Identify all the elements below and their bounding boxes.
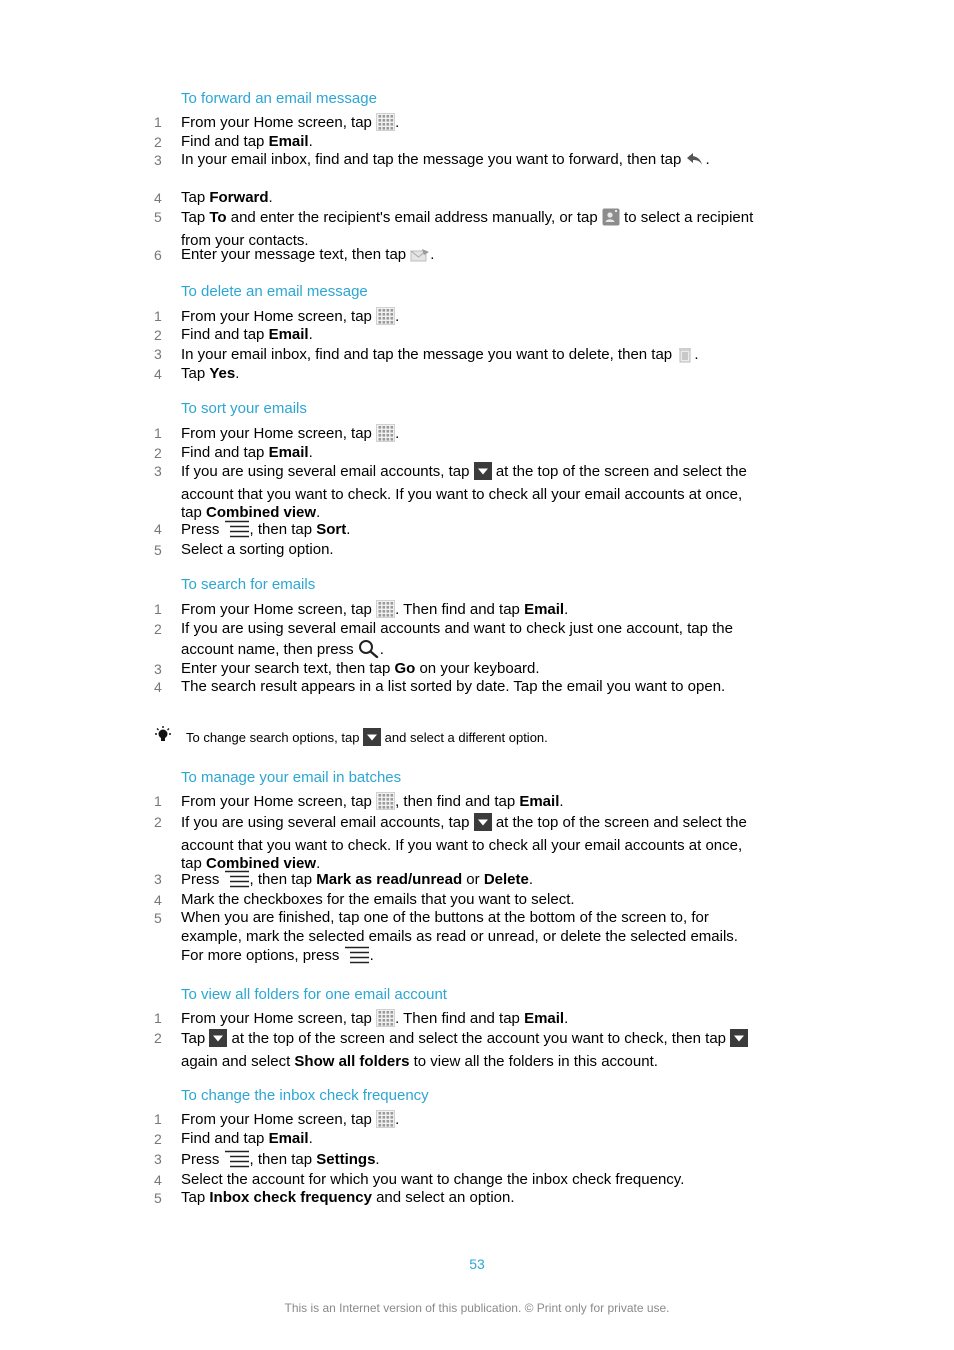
step-text — [181, 792, 756, 816]
section-heading: To delete an email message — [181, 283, 368, 300]
step-number: 1 — [154, 601, 162, 617]
text-run: . — [308, 444, 313, 461]
step-text — [181, 541, 756, 560]
step-text — [181, 870, 756, 894]
text-run: From your Home screen, tap — [181, 425, 377, 442]
step-text — [181, 246, 756, 269]
ui-term: Forward — [209, 189, 269, 206]
text-run: , then tap — [249, 1151, 317, 1168]
ui-term: Go — [394, 660, 416, 677]
step-text — [181, 520, 756, 544]
text-run: . — [705, 151, 710, 168]
text-run: Enter your message text, then tap — [181, 246, 411, 263]
menu-icon — [224, 870, 250, 894]
text-run: Select a sorting option. — [181, 541, 334, 558]
reply-icon — [685, 151, 705, 174]
text-run: . — [528, 871, 534, 888]
step-number: 2 — [154, 445, 162, 461]
text-run: Tap — [181, 209, 210, 226]
dropdown-icon — [363, 728, 381, 751]
add-contact-icon — [602, 208, 620, 232]
footer-notice: This is an Internet version of this publication. © Print only for private use. — [284, 1301, 670, 1315]
text-run: . — [559, 793, 564, 810]
text-run: Press — [181, 871, 224, 888]
step-number: 3 — [154, 346, 162, 362]
text-run: From your Home screen, tap — [181, 1010, 377, 1027]
step-number: 3 — [154, 463, 162, 479]
text-run: . — [308, 1130, 313, 1147]
text-run: When you are finished, tap one of the buttons at the bottom of the screen to, for example, mark the selected emails as read or unread, or delete the selected emails. For more options, press — [181, 909, 738, 964]
text-run: Find and tap — [181, 1130, 269, 1147]
text-run: . — [564, 601, 569, 618]
section-heading: To view all folders for one email account — [181, 986, 447, 1003]
step-text — [181, 208, 756, 250]
ui-term: Email — [524, 1010, 565, 1027]
text-run: on your keyboard. — [415, 660, 540, 677]
ui-term: Settings — [316, 1151, 376, 1168]
step-number: 1 — [154, 1010, 162, 1026]
dropdown-icon — [730, 1029, 748, 1053]
ui-term: Email — [268, 444, 309, 461]
text-run: From your Home screen, tap — [181, 601, 377, 618]
text-run: Find and tap — [181, 326, 269, 343]
step-number: 5 — [154, 910, 162, 926]
step-text — [181, 620, 756, 663]
text-run: The search result appears in a list sorted by date. Tap the email you want to open. — [181, 678, 726, 695]
section-heading: To search for emails — [181, 576, 316, 593]
step-text — [181, 365, 756, 384]
text-run: Tap — [181, 1189, 210, 1206]
apps-grid-icon — [376, 792, 395, 816]
step-number: 2 — [154, 814, 162, 830]
text-run: . — [235, 365, 240, 382]
step-number: 3 — [154, 661, 162, 677]
step-number: 3 — [154, 871, 162, 887]
step-number: 1 — [154, 308, 162, 324]
step-text — [181, 1029, 756, 1071]
text-run: . — [268, 189, 273, 206]
text-run: . — [395, 1111, 400, 1128]
step-number: 5 — [154, 1190, 162, 1206]
menu-icon — [224, 1150, 250, 1174]
text-run: . — [379, 640, 384, 658]
text-run: . — [395, 308, 400, 325]
ui-term: Combined view — [206, 504, 317, 521]
ui-term: Email — [268, 326, 309, 343]
step-text — [181, 1130, 756, 1149]
text-run: . — [316, 504, 321, 521]
text-run: at the top of the screen and select the account you want to check, then tap — [227, 1030, 731, 1047]
step-number: 2 — [154, 1030, 162, 1046]
text-run: Tap — [181, 1030, 210, 1047]
text-run: Select the account for which you want to change the inbox check frequency. — [181, 1171, 685, 1188]
ui-term: Yes — [209, 365, 236, 382]
text-run: to select a recipient from your contacts. — [181, 209, 754, 249]
section-heading: To forward an email message — [181, 90, 377, 107]
text-run: If you are using several email accounts and want to check just one account, tap the account name, then press — [181, 620, 733, 658]
text-run: and enter the recipient's email address manually, or tap — [226, 209, 602, 226]
page-number: 53 — [469, 1256, 485, 1272]
section-heading: To manage your email in batches — [181, 769, 402, 786]
text-run: . — [316, 855, 321, 872]
step-text — [181, 189, 756, 208]
ui-term: To — [209, 209, 227, 226]
step-text — [181, 891, 756, 910]
step-text — [181, 813, 756, 874]
text-run: and select an option. — [371, 1189, 515, 1206]
text-run: If you are using several email accounts, tap — [181, 814, 474, 831]
text-run: Find and tap — [181, 133, 269, 150]
ui-term: Email — [524, 601, 565, 618]
text-run: . Then find and tap — [395, 601, 525, 618]
step-text — [181, 133, 756, 152]
text-run: Press — [181, 521, 224, 538]
step-number: 3 — [154, 152, 162, 168]
step-number: 4 — [154, 679, 162, 695]
ui-term: Mark as read/unread — [316, 871, 463, 888]
ui-term: Sort — [316, 521, 347, 538]
step-number: 2 — [154, 621, 162, 637]
text-run: , then tap — [249, 871, 317, 888]
text-run: To change search options, tap — [186, 730, 364, 745]
step-number: 5 — [154, 209, 162, 225]
step-number: 4 — [154, 366, 162, 382]
step-text — [181, 678, 756, 697]
text-run: . — [308, 326, 313, 343]
ui-term: Email — [268, 133, 309, 150]
dropdown-icon — [209, 1029, 227, 1053]
menu-icon — [344, 946, 370, 970]
text-run: . — [369, 947, 374, 964]
step-text — [181, 444, 756, 463]
text-run: From your Home screen, tap — [181, 114, 377, 131]
step-text — [181, 909, 756, 970]
step-text — [181, 1171, 756, 1190]
text-run: . — [395, 425, 400, 442]
step-number: 4 — [154, 892, 162, 908]
text-run: . Then find and tap — [395, 1010, 525, 1027]
step-text — [181, 1150, 756, 1174]
step-number: 2 — [154, 134, 162, 150]
dropdown-icon — [474, 813, 492, 837]
step-number: 2 — [154, 1131, 162, 1147]
step-number: 4 — [154, 190, 162, 206]
step-number: 1 — [154, 1111, 162, 1127]
step-number: 1 — [154, 425, 162, 441]
text-run: In your email inbox, find and tap the message you want to forward, then tap — [181, 151, 686, 168]
text-run: at the top of the screen and select the account that you want to check. If you want to check all your email accounts at once, tap — [181, 463, 747, 521]
text-run: . — [375, 1151, 380, 1168]
step-number: 6 — [154, 247, 162, 263]
text-run: , then find and tap — [395, 793, 520, 810]
text-run: . — [346, 521, 351, 538]
tip-text — [186, 728, 548, 751]
text-run: Tap — [181, 365, 210, 382]
step-number: 1 — [154, 793, 162, 809]
section-heading: To sort your emails — [181, 400, 307, 417]
step-number: 4 — [154, 521, 162, 537]
text-run: Enter your search text, then tap — [181, 660, 395, 677]
ui-term: Email — [519, 793, 560, 810]
text-run: Press — [181, 1151, 224, 1168]
text-run: or — [462, 871, 484, 888]
step-number: 3 — [154, 1151, 162, 1167]
step-text — [181, 462, 756, 523]
text-run: In your email inbox, find and tap the message you want to delete, then tap — [181, 346, 677, 363]
text-run: Tap — [181, 189, 210, 206]
text-run: From your Home screen, tap — [181, 793, 377, 810]
dropdown-icon — [474, 462, 492, 486]
text-run: again and select — [181, 1052, 295, 1070]
text-run: . — [395, 114, 400, 131]
ui-term: Combined view — [206, 855, 317, 872]
section-heading: To change the inbox check frequency — [181, 1087, 429, 1104]
lightbulb-icon — [152, 726, 174, 751]
text-run: Mark the checkboxes for the emails that you want to select. — [181, 891, 575, 908]
text-run: If you are using several email accounts, tap — [181, 463, 474, 480]
text-run: to view all the folders in this account. — [409, 1052, 658, 1070]
text-run: . — [430, 246, 435, 263]
text-run: From your Home screen, tap — [181, 308, 377, 325]
step-text — [181, 326, 756, 345]
text-run: From your Home screen, tap — [181, 1111, 377, 1128]
menu-icon — [224, 520, 250, 544]
ui-term: Show all folders — [294, 1052, 410, 1070]
text-run: and select a different option. — [381, 730, 548, 745]
step-text — [181, 151, 756, 174]
text-run: . — [694, 346, 699, 363]
text-run: at the top of the screen and select the account that you want to check. If you want to check all your email accounts at once, tap — [181, 814, 747, 872]
text-run: . — [308, 133, 313, 150]
ui-term: Delete — [483, 871, 529, 888]
step-number: 4 — [154, 1172, 162, 1188]
step-number: 1 — [154, 114, 162, 130]
text-run: . — [564, 1010, 569, 1027]
send-icon — [410, 247, 430, 269]
text-run: , then tap — [249, 521, 317, 538]
step-text — [181, 660, 756, 679]
ui-term: Email — [268, 1130, 309, 1147]
step-number: 5 — [154, 542, 162, 558]
text-run: Find and tap — [181, 444, 269, 461]
ui-term: Inbox check frequency — [209, 1189, 372, 1206]
step-text — [181, 1189, 756, 1208]
step-number: 2 — [154, 327, 162, 343]
